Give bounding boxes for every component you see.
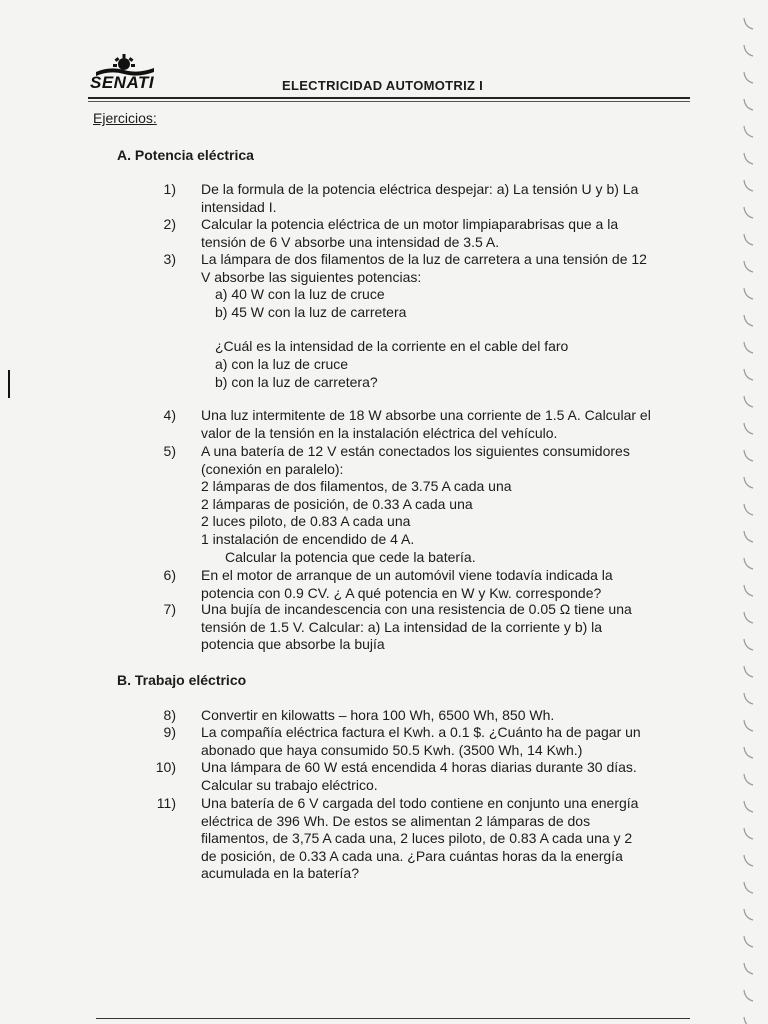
exercise-line: eléctrica de 396 Wh. De estos se alimentan 2 lámparas de dos — [201, 812, 591, 829]
binding-curl — [744, 774, 753, 785]
svg-text:SENATI: SENATI — [90, 73, 155, 92]
binding-curl — [744, 882, 753, 893]
exercise-line: Una bujía de incandescencia con una resistencia de 0.05 Ω tiene una — [201, 601, 632, 617]
exercise-line: En el motor de arranque de un automóvil viene todavía indicada la — [201, 567, 613, 583]
exercise-line: 1 instalación de encendido de 4 A. — [201, 530, 415, 547]
exercise-number: 6) — [163, 567, 176, 583]
binding-curl — [744, 423, 753, 434]
exercise-line: Una batería de 6 V cargada del todo contiene en conjunto una energía — [201, 795, 639, 811]
exercise-line: La lámpara de dos filamentos de la luz de carretera a una tensión de 12 — [201, 251, 647, 267]
footer-rule — [96, 1018, 690, 1019]
binding-curl — [744, 234, 753, 245]
exercise-number: 2) — [163, 216, 176, 232]
binding-curl — [744, 45, 753, 56]
binding-curl — [744, 612, 753, 623]
exercise-line: Calcular su trabajo eléctrico. — [201, 776, 378, 793]
exercise-subitem: a) 40 W con la luz de cruce — [215, 286, 385, 303]
binding-curl — [744, 828, 753, 839]
binding-curl — [744, 855, 753, 866]
binding-curl — [744, 396, 753, 407]
binding-curl — [744, 477, 753, 488]
binding-curl — [744, 639, 753, 650]
exercise-number: 5) — [163, 443, 176, 459]
exercise-subitem: b) con la luz de carretera? — [215, 373, 378, 390]
exercise-line: Calcular la potencia eléctrica de un motor limpiaparabrisas que a la — [201, 216, 619, 232]
exercise-line: A una batería de 12 V están conectados los siguientes consumidores — [201, 443, 630, 459]
header-rule — [88, 97, 690, 99]
binding-curl — [744, 531, 753, 542]
binding-curl — [744, 126, 753, 137]
binding-curl — [744, 450, 753, 461]
binding-curl — [744, 153, 753, 164]
binding-curl — [744, 909, 753, 920]
scan-mark — [8, 370, 10, 398]
binding-curl — [744, 720, 753, 731]
exercise-number: 1) — [163, 181, 176, 197]
exercise-question: ¿Cuál es la intensidad de la corriente en el cable del faro — [215, 338, 569, 355]
exercise-subitem: b) 45 W con la luz de carretera — [215, 303, 407, 320]
exercise-line: (conexión en paralelo): — [201, 460, 344, 477]
binding-curl — [744, 180, 753, 191]
binding-curl — [744, 18, 753, 29]
exercise-line: Convertir en kilowatts – hora 100 Wh, 6500 Wh, 850 Wh. — [201, 707, 555, 723]
exercise-line: de posición, de 0.33 A cada una. ¿Para cuántas horas da la energía — [201, 847, 623, 864]
binding-curl — [744, 585, 753, 596]
exercise-number: 8) — [163, 707, 176, 723]
binding-curl — [744, 99, 753, 110]
exercise-line: filamentos, de 3,75 A cada una, 2 luces piloto, de 0.83 A cada una y 2 — [201, 830, 633, 847]
exercise-line: tensión de 1.5 V. Calcular: a) La intensidad de la corriente y b) la — [201, 618, 603, 635]
exercise-line: De la formula de la potencia eléctrica despejar: a) La tensión U y b) La — [201, 181, 639, 197]
exercise-line: intensidad I. — [201, 198, 277, 215]
exercise-number: 11) — [156, 795, 176, 811]
exercise-number: 4) — [163, 407, 176, 423]
exercise-line: potencia que absorbe la bujía — [201, 636, 385, 653]
page-title: ELECTRICIDAD AUTOMOTRIZ I — [282, 78, 484, 93]
header-rule-thin — [88, 101, 690, 102]
binding-curl — [744, 72, 753, 83]
exercise-number: 7) — [163, 601, 176, 617]
section-a-title: A. Potencia eléctrica — [117, 147, 254, 163]
binding-curl — [744, 315, 753, 326]
binding-curl — [744, 504, 753, 515]
binding-holes — [738, 0, 762, 1024]
binding-curl — [744, 342, 753, 353]
exercise-number: 10) — [155, 759, 176, 775]
binding-curl — [744, 261, 753, 272]
binding-curl — [744, 801, 753, 812]
exercise-line: tensión de 6 V absorbe una intensidad de 3.5 A. — [201, 233, 500, 250]
binding-curl — [744, 747, 753, 758]
exercise-number: 9) — [163, 724, 176, 740]
ejercicios-label: Ejercicios: — [93, 110, 157, 126]
exercise-number: 3) — [163, 251, 176, 267]
exercise-line: abonado que haya consumido 50.5 Kwh. (3500 Wh, 14 Kwh.) — [201, 741, 583, 758]
senati-logo — [88, 52, 178, 92]
binding-curl — [744, 990, 753, 1001]
exercise-line: La compañía eléctrica factura el Kwh. a 0.1 $. ¿Cuánto ha de pagar un — [201, 724, 641, 740]
exercise-line: acumulada en la batería? — [201, 865, 359, 882]
binding-curl — [744, 963, 753, 974]
binding-curl — [744, 207, 753, 218]
section-b-title: B. Trabajo eléctrico — [117, 672, 247, 688]
binding-curl — [744, 1017, 753, 1024]
binding-curl — [744, 666, 753, 677]
exercise-line: Una luz intermitente de 18 W absorbe una corriente de 1.5 A. Calcular el — [201, 407, 651, 423]
exercise-line: potencia con 0.9 CV. ¿ A qué potencia en W y Kw. corresponde? — [201, 584, 602, 601]
exercise-line: 2 lámparas de dos filamentos, de 3.75 A cada una — [201, 478, 512, 495]
exercise-line: Calcular la potencia que cede la batería. — [225, 548, 476, 565]
exercise-line: V absorbe las siguientes potencias: — [201, 268, 422, 285]
binding-curl — [744, 369, 753, 380]
exercise-line: 2 luces piloto, de 0.83 A cada una — [201, 513, 411, 530]
exercise-subitem: a) con la luz de cruce — [215, 355, 349, 372]
binding-curl — [744, 288, 753, 299]
binding-curl — [744, 558, 753, 569]
binding-curl — [744, 693, 753, 704]
exercise-line: 2 lámparas de posición, de 0.33 A cada una — [201, 495, 473, 512]
binding-curl — [744, 936, 753, 947]
exercise-line: valor de la tensión en la instalación eléctrica del vehículo. — [201, 424, 558, 441]
exercise-line: Una lámpara de 60 W está encendida 4 horas diarias durante 30 días. — [201, 759, 637, 775]
